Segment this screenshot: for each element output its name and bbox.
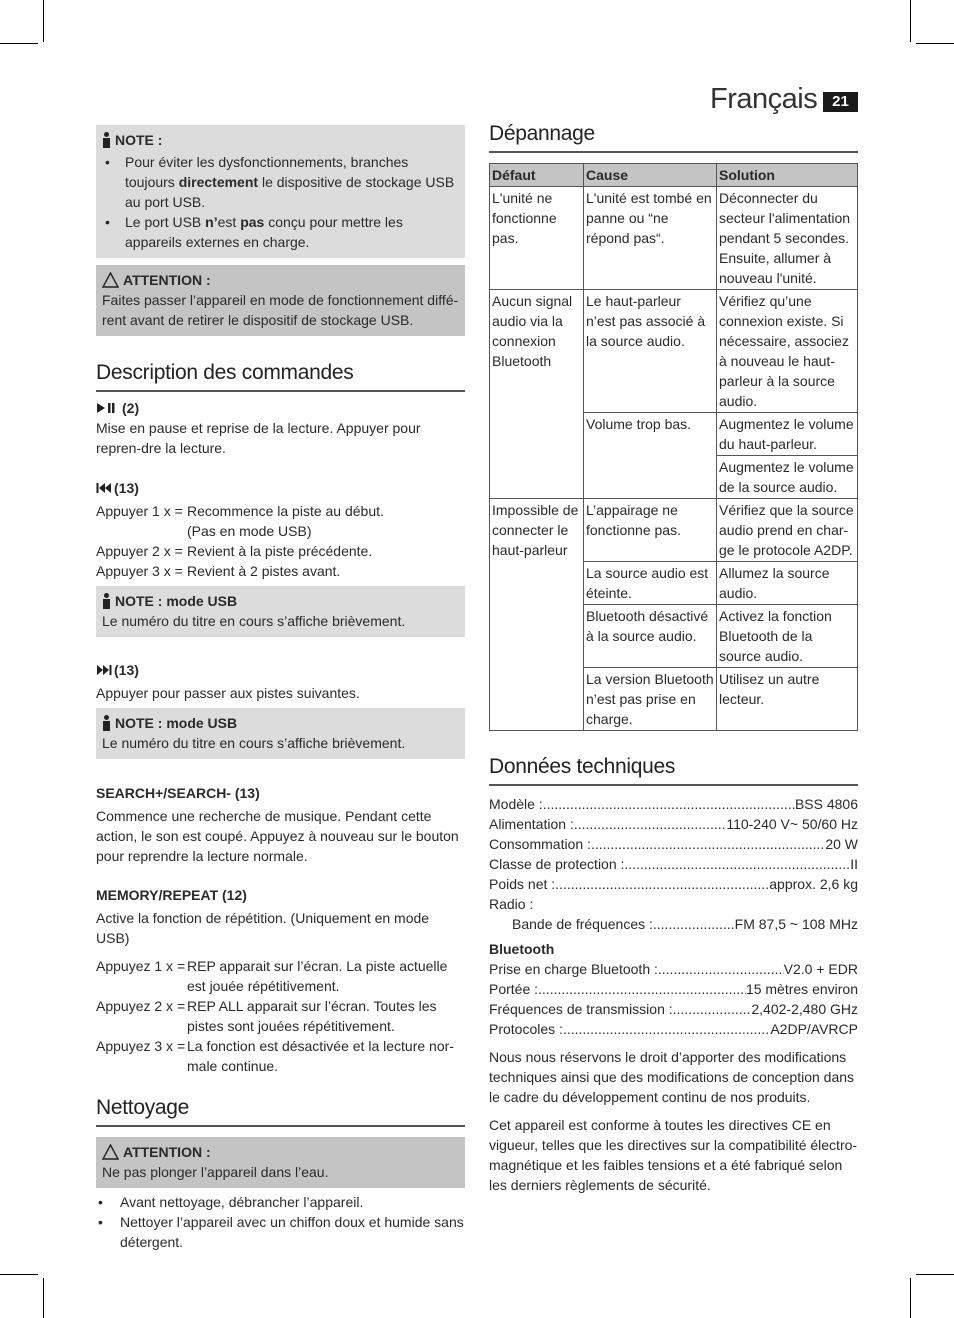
cleaning-list [96, 1192, 465, 1252]
page-number: 21 [823, 92, 858, 112]
page-language-title: Français [710, 83, 818, 115]
note-box: NOTE : mode USB Le numéro du titre en cours s’affiche brièvement. [96, 586, 465, 637]
spec-row: Fréquences de transmission : ..... 2,402-2,480 GHz [489, 999, 858, 1019]
play-pause-label: (2) [96, 398, 465, 418]
table-row: Volume trop bas. Augmentez le volume du haut-parleur. [490, 413, 858, 456]
list-item: • Le port USB n’est pas conçu pour mettre les appareils externes en charge. [102, 212, 459, 252]
attention-text: Faites passer l’appareil en mode de fonctionnement diffé-rent avant de retirer le dispositif de stockage USB. [102, 292, 459, 328]
previous-label: (13) [96, 478, 465, 498]
crop-mark [916, 43, 954, 44]
troubleshooting-table [489, 163, 858, 731]
memory-press-list: Appuyez 1 x = REP apparait sur l’écran. La piste actuelle est jouée répétitivement. Appuyez 2 x = REP ALL apparait sur l’écran. Toutes les pistes sont jouées répétitivement. Appuyez 3 x = La fonction est désactivée et la lecture nor-male continue. [96, 958, 454, 1074]
right-column [489, 122, 858, 1195]
crop-mark [0, 1274, 38, 1275]
list-item: • Nettoyer l’appareil avec un chiffon doux et humide sans détergent. [96, 1212, 465, 1252]
spec-row: Alimentation : ..... 110-240 V~ 50/60 Hz [489, 814, 858, 834]
search-label: SEARCH+/SEARCH- (13) [96, 785, 260, 801]
list-item: • Avant nettoyage, débrancher l’appareil. [96, 1192, 465, 1212]
bluetooth-heading: Bluetooth [489, 941, 555, 957]
section-heading-specs: Données techniques [489, 755, 858, 786]
warning-icon [102, 1144, 119, 1160]
crop-mark [910, 0, 911, 42]
next-label: (13) [96, 660, 465, 680]
footer-paragraph: Nous nous réservons le droit d’apporter des modifications techniques ainsi que des modifications de conception dans le cadre du développement continu de nos produits. [489, 1049, 855, 1105]
spec-row: Protocoles : ..... A2DP/AVRCP [489, 1019, 858, 1039]
left-column [96, 125, 465, 1252]
crop-mark [916, 1274, 954, 1275]
note-title: NOTE : [115, 132, 163, 148]
spec-row: Classe de protection : ..... II [489, 854, 858, 874]
play-pause-icon [96, 402, 120, 414]
info-icon [102, 593, 111, 609]
table-row: Augmentez le volume de la source audio. [490, 456, 858, 499]
note-box [96, 125, 465, 258]
column-header: Défaut [490, 164, 584, 187]
attention-title: ATTENTION : [123, 272, 211, 288]
crop-mark [43, 1278, 44, 1318]
play-pause-text: Mise en pause et reprise de la lecture. Appuyer pour repren-dre la lecture. [96, 420, 421, 456]
note-box: NOTE : mode USB Le numéro du titre en cours s’affiche brièvement. [96, 708, 465, 759]
spec-row: Portée : ..... 15 mètres environ [489, 979, 858, 999]
spec-row: Modèle : ..... BSS 4806 [489, 794, 858, 814]
section-heading-commands: Description des commandes [96, 361, 465, 392]
attention-box: ATTENTION : Ne pas plonger l’appareil dans l’eau. [96, 1137, 465, 1188]
search-text: Commence une recherche de musique. Pendant cette action, le son est coupé. Appuyez à nouveau sur le bouton pour reprendre la lecture normale. [96, 808, 459, 864]
table-row: Bluetooth désactivé à la source audio. Activez la fonction Bluetooth de la source audio. [490, 605, 858, 668]
skip-forward-icon [96, 664, 112, 676]
table-row: La source audio est éteinte. Allumez la source audio. [490, 562, 858, 605]
attention-box [96, 265, 465, 336]
next-text: Appuyer pour passer aux pistes suivantes. [96, 685, 360, 701]
skip-back-icon [96, 482, 112, 494]
spec-row: Consommation : ..... 20 W [489, 834, 858, 854]
column-header: Cause [584, 164, 717, 187]
crop-mark [0, 43, 38, 44]
info-icon [102, 132, 111, 148]
column-header: Solution [717, 164, 858, 187]
section-heading-troubleshooting: Dépannage [489, 122, 858, 153]
memory-label: MEMORY/REPEAT (12) [96, 887, 247, 903]
table-row: Impossible de connecter le haut-parleur L’appairage ne fonctionne pas. Vérifiez que la source audio prend en char-ge le protocole A2DP. [490, 499, 858, 562]
footer-paragraph: Cet appareil est conforme à toutes les directives CE en vigueur, telles que les directives sur la compatibilité électro-magnétique et les faibles tensions et a été fabriqué selon les derniers règlements de sécurité. [489, 1117, 858, 1193]
info-icon [102, 715, 111, 731]
table-header-row [490, 164, 858, 187]
crop-mark [910, 1278, 911, 1318]
warning-icon [102, 272, 119, 288]
previous-press-list: Appuyer 1 x = Recommence la piste au début. (Pas en mode USB) Appuyer 2 x = Revient à la piste précédente. Appuyer 3 x = Revient à 2 pistes avant. [96, 503, 384, 579]
table-row: Aucun signal audio via la connexion Bluetooth Le haut-parleur n’est pas associé à la source audio. Vérifiez qu’une connexion existe. Si nécessaire, associez à nouveau le haut-parleur à la source audio. [490, 290, 858, 413]
memory-text: Active la fonction de répétition. (Uniquement en mode USB) [96, 910, 430, 946]
spec-row: Prise en charge Bluetooth : ..... V2.0 + EDR [489, 959, 858, 979]
crop-mark [43, 0, 44, 42]
table-row: La version Bluetooth n’est pas prise en charge. Utilisez un autre lecteur. [490, 668, 858, 731]
specs-list [489, 794, 858, 1039]
table-row: L'unité ne fonctionne pas. L'unité est tombé en panne ou “ne répond pas“. Déconnecter du secteur l'alimentation pendant 5 secondes. Ensuite, allumer à nouveau l'unité. [490, 187, 858, 290]
spec-row: Bande de fréquences : ..... FM 87,5 ~ 108 MHz [489, 914, 858, 934]
list-item: • Pour éviter les dysfonctionnements, branches toujours directement le dispositive de stockage USB au port USB. [102, 152, 459, 212]
spec-row: Poids net : ..... approx. 2,6 kg [489, 874, 858, 894]
spec-row: Radio : [489, 896, 534, 912]
section-heading-cleaning: Nettoyage [96, 1096, 465, 1127]
